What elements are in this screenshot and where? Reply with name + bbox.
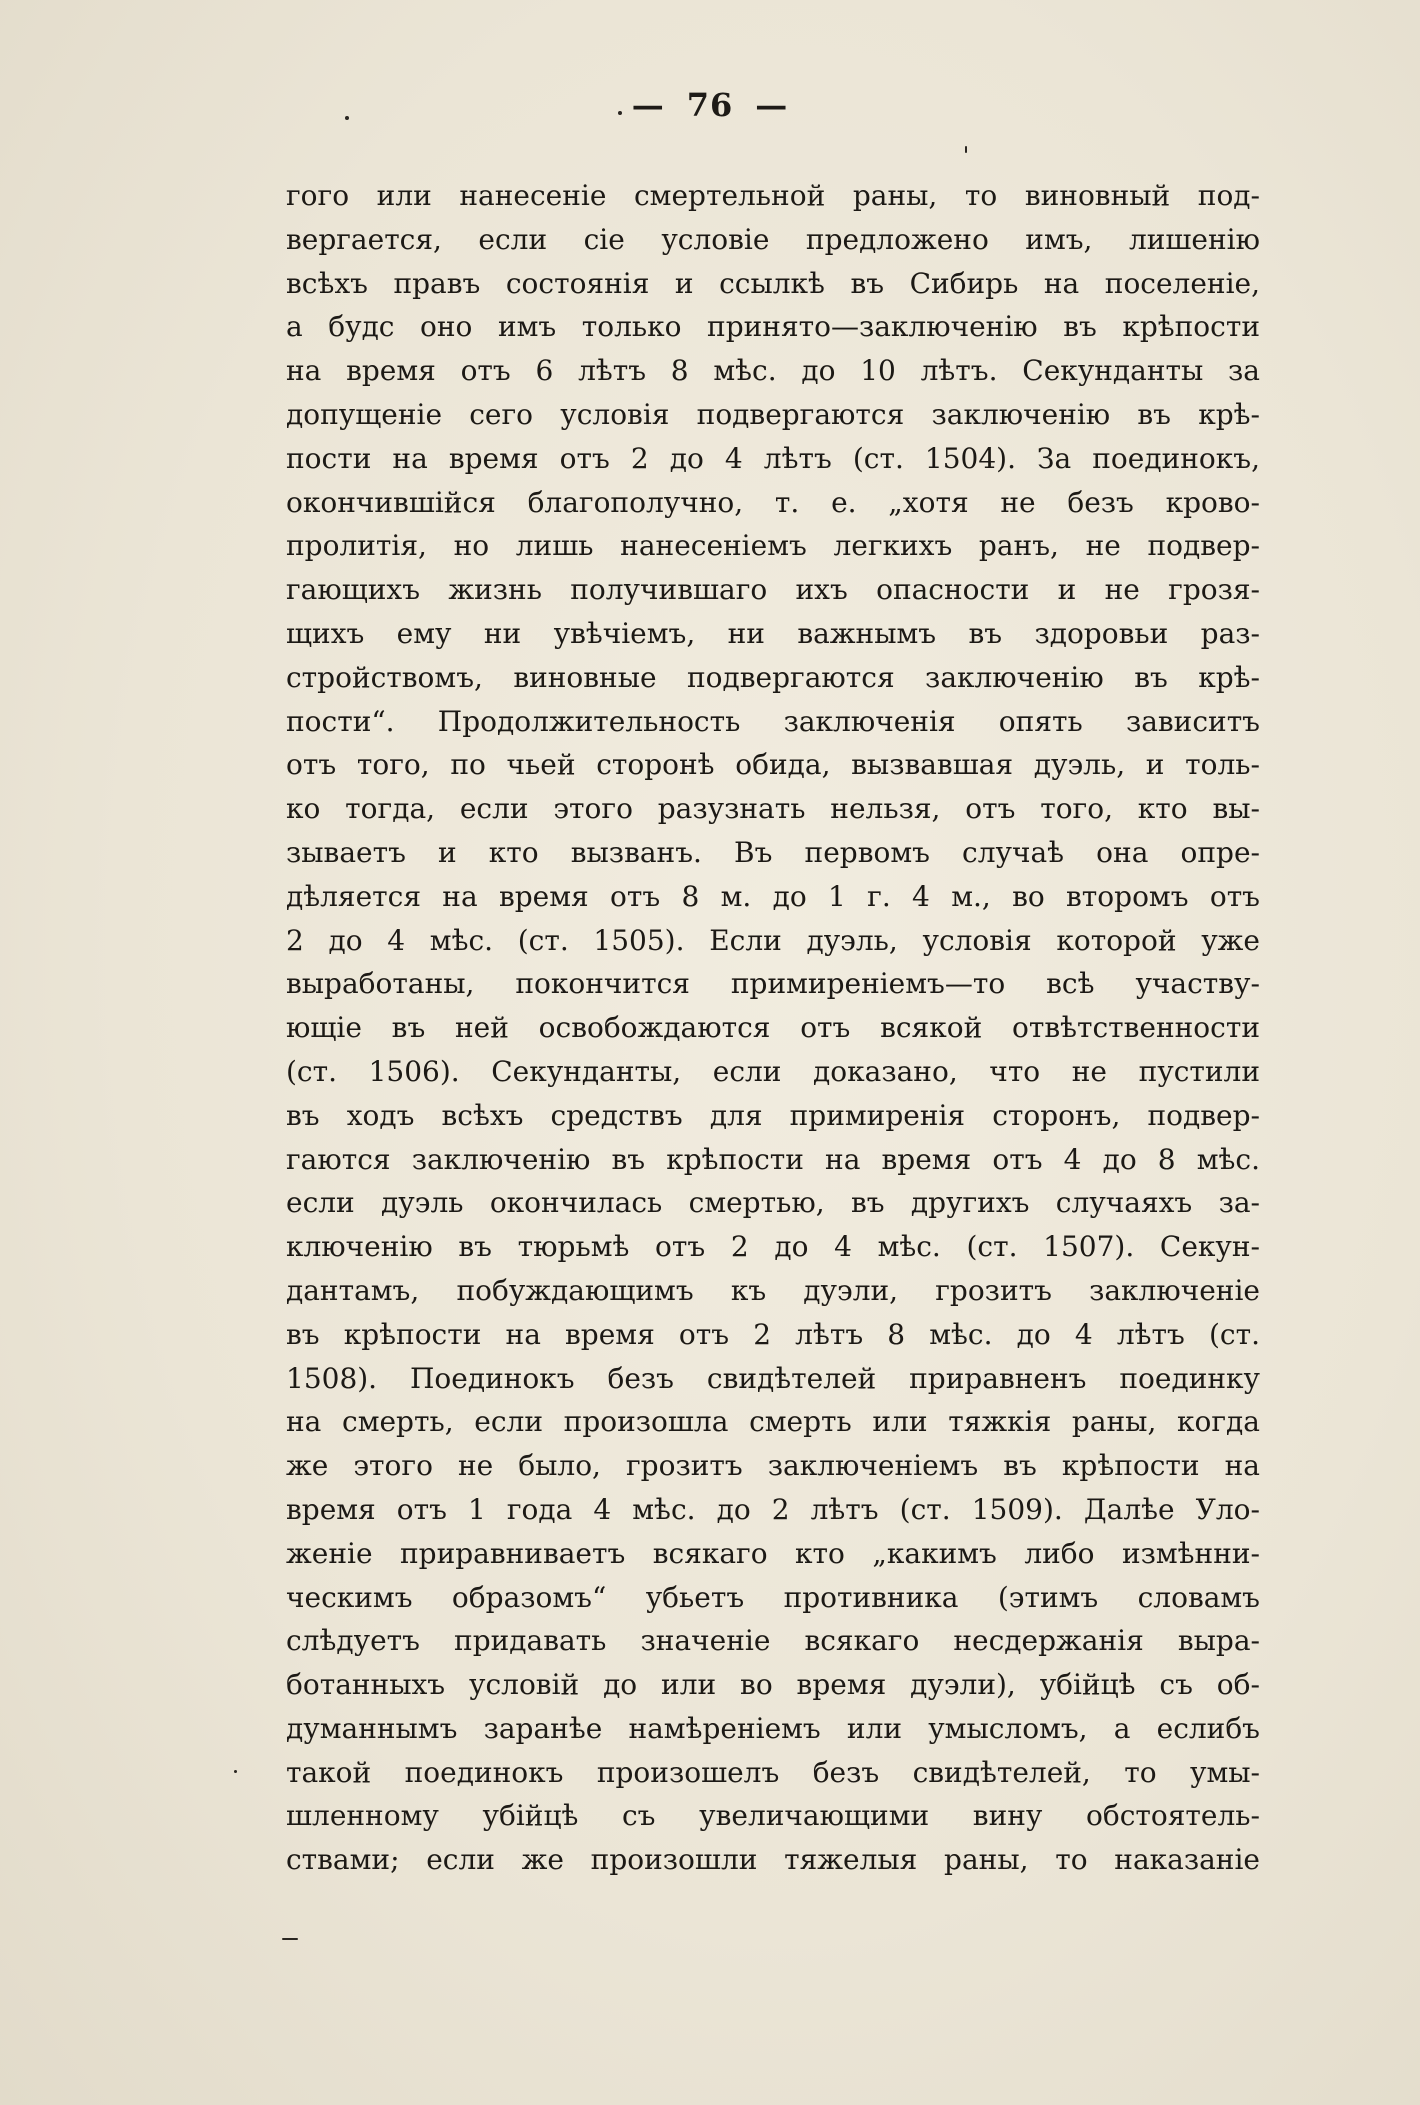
paper-speck: [282, 1938, 298, 1940]
text-line: женіе приравниваетъ всякаго кто „какимъ либо измѣнни-: [286, 1536, 1260, 1570]
body-text: [286, 174, 1260, 1882]
text-line: ко тогда, если этого разузнать нельзя, отъ того, кто вы-: [286, 792, 1260, 826]
text-line: слѣдуетъ придавать значеніе всякаго несдержанія выра-: [286, 1624, 1260, 1658]
text-line: такой поединокъ произошелъ безъ свидѣтелей, то умы-: [286, 1755, 1260, 1789]
text-line: ствами; если же произошли тяжелыя раны, то наказаніе: [286, 1843, 1260, 1877]
text-line: дѣляется на время отъ 8 м. до 1 г. 4 м., во второмъ отъ: [286, 879, 1260, 913]
paper-speck: [234, 1770, 237, 1773]
text-line: же этого не было, грозитъ заключеніемъ въ крѣпости на: [286, 1449, 1260, 1483]
text-line: щихъ ему ни увѣчіемъ, ни важнымъ въ здоровьи раз-: [286, 616, 1260, 650]
text-line: думаннымъ заранѣе намѣреніемъ или умысломъ, а еслибъ: [286, 1711, 1260, 1745]
text-line: ключенію въ тюрьмѣ отъ 2 до 4 мѣс. (ст. 1507). Секун-: [286, 1230, 1260, 1264]
text-line: дантамъ, побуждающимъ къ дуэли, грозитъ заключеніе: [286, 1273, 1260, 1307]
page-number-dash-right: —: [755, 86, 789, 124]
text-line: пости“. Продолжительность заключенія опять зависитъ: [286, 704, 1260, 738]
text-line: шленному убійцѣ съ увеличающими вину обстоятель-: [286, 1799, 1260, 1833]
text-line: гаются заключенію въ крѣпости на время отъ 4 до 8 мѣс.: [286, 1142, 1260, 1176]
text-line: время отъ 1 года 4 мѣс. до 2 лѣтъ (ст. 1509). Далѣе Уло-: [286, 1492, 1260, 1526]
text-line: 2 до 4 мѣс. (ст. 1505). Если дуэль, условія которой уже: [286, 923, 1260, 957]
text-line: на смерть, если произошла смерть или тяжкія раны, когда: [286, 1405, 1260, 1439]
page-number: 76: [686, 86, 734, 124]
text-line: на время отъ 6 лѣтъ 8 мѣс. до 10 лѣтъ. Секунданты за: [286, 354, 1260, 388]
text-line: пости на время отъ 2 до 4 лѣтъ (ст. 1504). За поединокъ,: [286, 441, 1260, 475]
page-number-dash-left: —: [631, 86, 665, 124]
text-line: (ст. 1506). Секунданты, если доказано, что не пустили: [286, 1054, 1260, 1088]
paper-speck: [965, 146, 967, 153]
text-line: гого или нанесеніе смертельной раны, то виновный под-: [286, 179, 1260, 212]
text-line: ческимъ образомъ“ убьетъ противника (этимъ словамъ: [286, 1580, 1260, 1614]
text-line: ботанныхъ условій до или во время дуэли), убійцѣ съ об-: [286, 1668, 1260, 1702]
text-line: въ крѣпости на время отъ 2 лѣтъ 8 мѣс. до 4 лѣтъ (ст.: [286, 1317, 1260, 1351]
text-line: выработаны, покончится примиреніемъ—то всѣ участву-: [286, 967, 1260, 1001]
text-line: ющіе въ ней освобождаются отъ всякой отвѣтственности: [286, 1011, 1260, 1045]
text-line: гающихъ жизнь получившаго ихъ опасности и не грозя-: [286, 573, 1260, 607]
text-line: пролитія, но лишь нанесеніемъ легкихъ ранъ, не подвер-: [286, 529, 1260, 563]
text-line: стройствомъ, виновные подвергаются заключенію въ крѣ-: [286, 660, 1260, 694]
text-line: въ ходъ всѣхъ средствъ для примиренія сторонъ, подвер-: [286, 1098, 1260, 1132]
text-line: всѣхъ правъ состоянія и ссылкѣ въ Сибирь на поселеніе,: [286, 266, 1260, 300]
text-line: 1508). Поединокъ безъ свидѣтелей приравненъ поединку: [286, 1361, 1260, 1395]
text-line: окончившійся благополучно, т. е. „хотя не безъ крово-: [286, 485, 1260, 519]
page-number-header: [0, 86, 1420, 124]
text-line: допущеніе сего условія подвергаются заключенію въ крѣ-: [286, 397, 1260, 431]
text-line: если дуэль окончилась смертью, въ другихъ случаяхъ за-: [286, 1186, 1260, 1220]
text-line: отъ того, по чьей сторонѣ обида, вызвавшая дуэль, и толь-: [286, 748, 1260, 782]
text-line: вергается, если сіе условіе предложено имъ, лишенію: [286, 222, 1260, 256]
paper-speck: [618, 111, 622, 115]
text-line: а будс оно имъ только принято—заключенію въ крѣпости: [286, 310, 1260, 344]
paper-speck: [345, 116, 349, 120]
text-line: зываетъ и кто вызванъ. Въ первомъ случаѣ она опре-: [286, 835, 1260, 869]
